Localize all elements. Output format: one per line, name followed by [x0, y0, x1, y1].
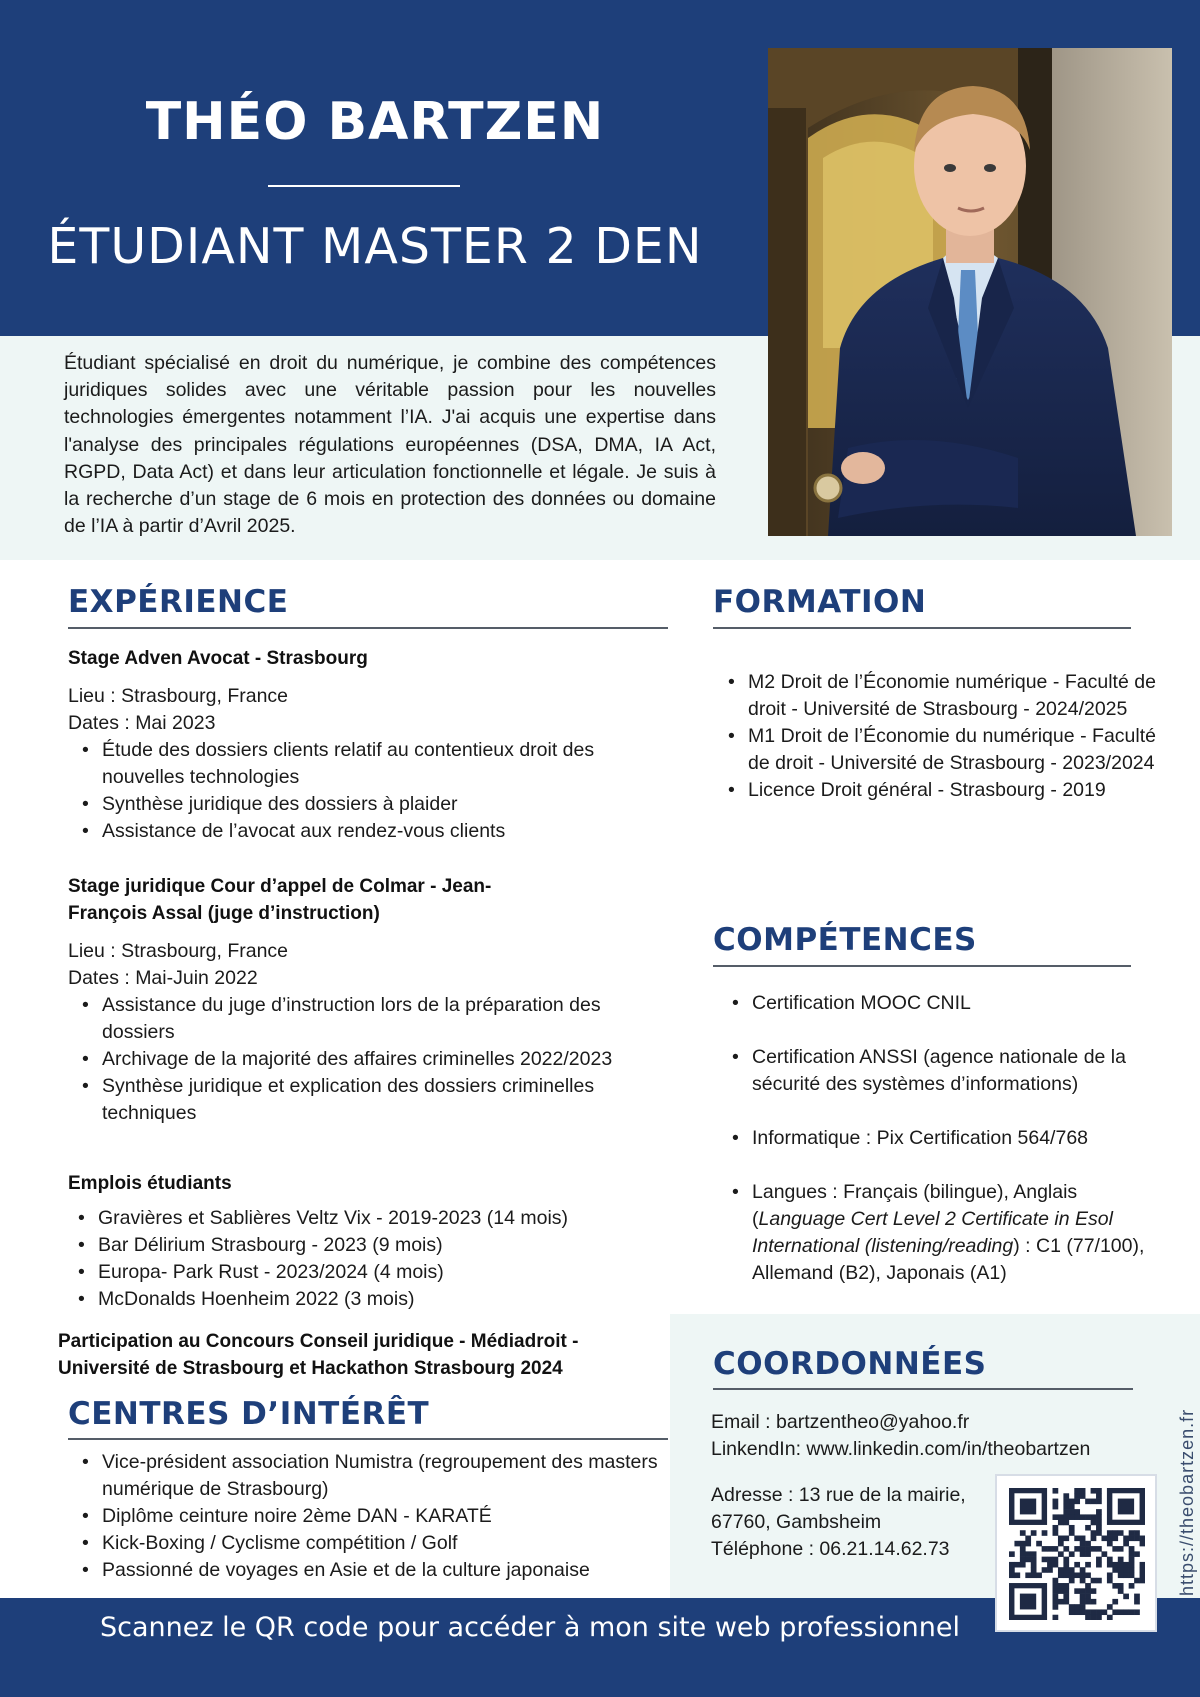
list-item: • Certification ANSSI (agence nationale de la sécurité des systèmes d’informations) — [718, 1044, 1156, 1098]
list-item: • Europa- Park Rust - 2023/2024 (4 mois) — [68, 1259, 668, 1286]
name-divider — [268, 185, 460, 187]
languages-item — [718, 1179, 1156, 1287]
experience-rule — [68, 627, 668, 629]
list-item: • Bar Délirium Strasbourg - 2023 (9 mois) — [68, 1232, 668, 1259]
contact-email[interactable]: Email : bartzentheo@yahoo.fr — [711, 1411, 970, 1433]
website-url[interactable]: https://theobartzen.fr — [1177, 1408, 1197, 1596]
interests-heading: CENTRES D’INTÉRÊT — [68, 1396, 430, 1432]
job-title: ÉTUDIANT MASTER 2 DEN — [47, 218, 703, 275]
list-item: • Licence Droit général - Strasbourg - 2019 — [718, 777, 1156, 804]
skills-heading: COMPÉTENCES — [713, 922, 977, 958]
skills-list — [718, 990, 1156, 1287]
education-list — [718, 669, 1156, 804]
interests-rule — [68, 1438, 668, 1440]
contact-address-line-1: Adresse : 13 rue de la mairie, — [711, 1484, 966, 1506]
job-2-place: Lieu : Strasbourg, France — [68, 940, 289, 962]
job-2-tasks — [68, 992, 668, 1127]
job-2-heading-line-2: François Assal (juge d’instruction) — [68, 903, 380, 924]
qr-code-icon — [1009, 1488, 1145, 1620]
languages-prefix: Langues : Français (bilingue), Anglais ( — [752, 1181, 1078, 1230]
list-item: • Gravières et Sablières Veltz Vix - 2019-2023 (14 mois) — [68, 1205, 668, 1232]
list-item: • Synthèse juridique des dossiers à plaider — [68, 791, 668, 818]
job-2-dates: Dates : Mai-Juin 2022 — [68, 967, 258, 989]
job-1-heading: Stage Adven Avocat - Strasbourg — [68, 648, 368, 669]
list-item: • Certification MOOC CNIL — [718, 990, 1156, 1017]
contact-linkedin[interactable]: LinkendIn: www.linkedin.com/in/theobartzen — [711, 1438, 1091, 1460]
contact-address-line-2: 67760, Gambsheim — [711, 1511, 882, 1533]
experience-heading: EXPÉRIENCE — [68, 584, 289, 620]
list-item: • Étude des dossiers clients relatif au contentieux droit des nouvelles technologies — [68, 737, 668, 791]
list-item: • Passionné de voyages en Asie et de la culture japonaise — [68, 1557, 668, 1584]
participation-note — [58, 1328, 678, 1382]
participation-line-1: Participation au Concours Conseil juridique - Médiadroit - — [58, 1331, 579, 1352]
profile-photo — [768, 48, 1172, 536]
student-jobs-heading: Emplois étudiants — [68, 1173, 232, 1194]
education-rule — [713, 627, 1131, 629]
list-item: • M2 Droit de l’Économie numérique - Faculté de droit - Université de Strasbourg - 2024/2025 — [718, 669, 1156, 723]
list-item: • Assistance du juge d’instruction lors de la préparation des dossiers — [68, 992, 668, 1046]
list-item: • McDonalds Hoenheim 2022 (3 mois) — [68, 1286, 668, 1313]
candidate-name: THÉO BARTZEN — [145, 92, 605, 152]
list-item: • Diplôme ceinture noire 2ème DAN - KARATÉ — [68, 1503, 668, 1530]
education-heading: FORMATION — [713, 584, 927, 620]
contact-heading: COORDONNÉES — [713, 1346, 987, 1382]
languages-suffix: ) : C1 (77/100), Allemand (B2), Japonais (A1) — [752, 1235, 1145, 1284]
list-item: • Assistance de l’avocat aux rendez-vous clients — [68, 818, 668, 845]
student-jobs-list — [68, 1205, 668, 1313]
list-item: • Archivage de la majorité des affaires criminelles 2022/2023 — [68, 1046, 668, 1073]
contact-rule — [713, 1388, 1133, 1390]
list-item: • M1 Droit de l’Économie du numérique - Faculté de droit - Université de Strasbourg - 2023/2024 — [718, 723, 1156, 777]
skills-rule — [713, 965, 1131, 967]
languages-certificate: Language Cert Level 2 Certificate in Esol International (listening/reading — [752, 1208, 1113, 1257]
participation-line-2: Université de Strasbourg et Hackathon Strasbourg 2024 — [58, 1358, 563, 1379]
profile-summary: Étudiant spécialisé en droit du numérique, je combine des compétences juridiques solides avec une véritable passion pour les nouvelles technologies émergentes notamment l’IA. J'ai acquis une expertise dans l'analyse des principales régulations européennes (DSA, DMA, IA Act, RGPD, Data Act) et dans leur articulation fonctionnelle et légale. Je suis à la recherche d’un stage de 6 mois en protection des données ou domaine de l’IA à partir d’Avril 2025. — [64, 352, 716, 538]
footer-caption: Scannez le QR code pour accéder à mon site web professionnel — [99, 1612, 961, 1643]
website-qr-code[interactable] — [995, 1474, 1157, 1632]
job-1-tasks — [68, 737, 668, 845]
interests-list — [68, 1449, 668, 1584]
job-1-dates: Dates : Mai 2023 — [68, 712, 216, 734]
list-item: • Informatique : Pix Certification 564/768 — [718, 1125, 1156, 1152]
job-2-heading-line-1: Stage juridique Cour d’appel de Colmar - Jean- — [68, 876, 492, 897]
contact-phone[interactable]: Téléphone : 06.21.14.62.73 — [711, 1538, 950, 1560]
job-1-place: Lieu : Strasbourg, France — [68, 685, 289, 707]
list-item: • Vice-président association Numistra (regroupement des masters numérique de Strasbourg) — [68, 1449, 668, 1503]
list-item: • Synthèse juridique et explication des dossiers criminelles techniques — [68, 1073, 668, 1127]
list-item: • Kick-Boxing / Cyclisme compétition / Golf — [68, 1530, 668, 1557]
